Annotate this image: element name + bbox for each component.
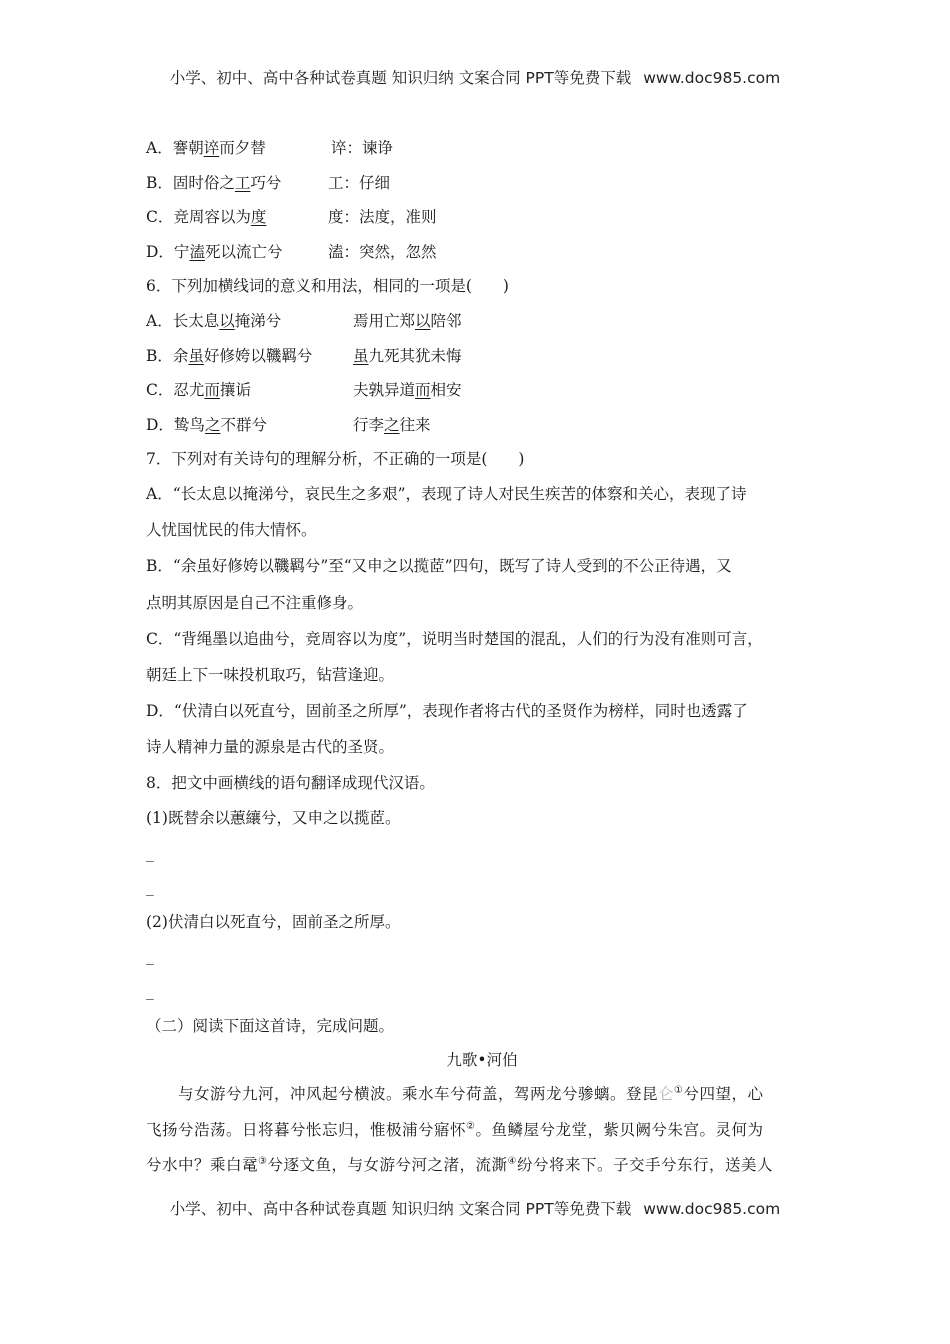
- footer-url[interactable]: www.doc985.com: [643, 1200, 781, 1218]
- footnote-marker: ②: [466, 1120, 476, 1132]
- footnote-marker: ③: [258, 1156, 268, 1168]
- underlined-word: 工: [234, 173, 251, 192]
- comparison-phrase: 焉用亡郑以陪邻: [353, 311, 462, 330]
- footer-text: 小学、初中、高中各种试卷真题 知识归纳 文案合同 PPT等免费下载: [169, 1200, 632, 1218]
- q6-option-b: B．余虽好修姱以鞿羁兮 虽九死其犹未悔: [146, 342, 818, 377]
- gloss: 度：法度，准则: [328, 208, 437, 227]
- answer-blank[interactable]: _: [146, 843, 154, 862]
- underlined-word: 而: [415, 381, 431, 400]
- comparison-phrase: 虽九死其犹未悔: [353, 346, 462, 365]
- footnote-marker: ①: [674, 1085, 684, 1097]
- answer-blank[interactable]: _: [146, 982, 154, 1000]
- poem-title: 九歌•河伯: [446, 1051, 518, 1070]
- blurred-glyph: 仑: [658, 1085, 675, 1104]
- underlined-word: 之: [204, 415, 221, 434]
- gloss: 工：仔细: [328, 173, 391, 192]
- answer-blank[interactable]: _: [146, 878, 154, 897]
- q8-sentence-1: (1)既替余以蕙纕兮，又申之以揽茝。: [146, 809, 401, 828]
- section-2-intro: （二）阅读下面这首诗，完成问题。: [146, 1016, 395, 1035]
- document-body: [146, 134, 818, 1187]
- q8-sentence-2: (2)伏清白以死直兮，固前圣之所厚。: [146, 912, 401, 931]
- q7-option-b: B．“余虽好修姱以鞿羁兮”至“又申之以揽茝”四句，既写了诗人受到的不公正待遇，又 点明其原因是自己不注重修身。: [146, 557, 732, 612]
- underlined-word: 之: [384, 415, 400, 434]
- gloss: 溘：突然，忽然: [328, 242, 437, 261]
- q6-option-c: C．忍尤而攘诟 夫孰异道而相安: [146, 376, 818, 411]
- comparison-phrase: 行李之往来: [353, 415, 431, 434]
- answer-blank[interactable]: _: [146, 947, 154, 966]
- header-text: 小学、初中、高中各种试卷真题 知识归纳 文案合同 PPT等免费下载: [169, 69, 632, 87]
- gloss: 谇：谏诤: [331, 139, 394, 157]
- underlined-word: 虽: [353, 346, 369, 365]
- q7-option-d: D．“伏清白以死直兮，固前圣之所厚”，表现作者将古代的圣贤作为榜样，同时也透露了 诗人精神力量的源泉是古代的圣贤。: [146, 702, 748, 757]
- underlined-word: 谇: [203, 139, 220, 157]
- q7-option-a: A．“长太息以掩涕兮，哀民生之多艰”，表现了诗人对民生疾苦的体察和关心，表现了诗 人忧国忧民的伟大情怀。: [146, 484, 747, 540]
- q6-option-d: D．鸷鸟之不群兮 行李之往来: [146, 411, 818, 446]
- q5-option-c: C．竞周容以为度 度：法度，准则: [146, 203, 818, 238]
- page-footer: [0, 1197, 950, 1219]
- underlined-word: 度: [250, 208, 267, 227]
- q6-stem: 6．下列加横线词的意义和用法，相同的一项是( ): [146, 277, 509, 296]
- poem-text: 与女游兮九河，冲风起兮横波。乘水车兮荷盖，驾两龙兮骖螭。登昆仑①兮四望，心 飞扬兮浩荡。日将暮兮怅忘归，惟极浦兮寤怀②。鱼鳞屋兮龙堂，紫贝阙兮朱宫。灵何为 兮水中？乘白鼋③兮逐文鱼，与女游兮河之渚，流澌④纷兮将来下。子交手兮东行，送美人: [146, 1085, 773, 1175]
- underlined-word: 以: [219, 311, 235, 330]
- q5-option-a: A．謇朝谇而夕替 谇：谏诤: [146, 134, 818, 169]
- comparison-phrase: 夫孰异道而相安: [353, 381, 462, 400]
- q8-stem: 8．把文中画横线的语句翻译成现代汉语。: [146, 774, 435, 793]
- q7-option-c: C．“背绳墨以追曲兮，竞周容以为度”，说明当时楚国的混乱，人们的行为没有准则可言， 朝廷上下一味投机取巧，钻营逢迎。: [146, 629, 763, 684]
- q5-option-b: B．固时俗之工巧兮 工：仔细: [146, 169, 818, 204]
- footnote-marker: ④: [507, 1156, 517, 1168]
- q5-option-d: D．宁溘死以流亡兮 溘：突然，忽然: [146, 238, 818, 273]
- q7-stem: 7．下列对有关诗句的理解分析，不正确的一项是( ): [146, 450, 525, 469]
- underlined-word: 虽: [188, 346, 204, 365]
- header-url[interactable]: www.doc985.com: [643, 69, 781, 87]
- underlined-word: 以: [415, 311, 431, 330]
- underlined-word: 而: [204, 381, 220, 400]
- underlined-word: 溘: [189, 242, 205, 261]
- q6-option-a: A．长太息以掩涕兮 焉用亡郑以陪邻: [146, 307, 818, 342]
- page-header: [0, 66, 950, 88]
